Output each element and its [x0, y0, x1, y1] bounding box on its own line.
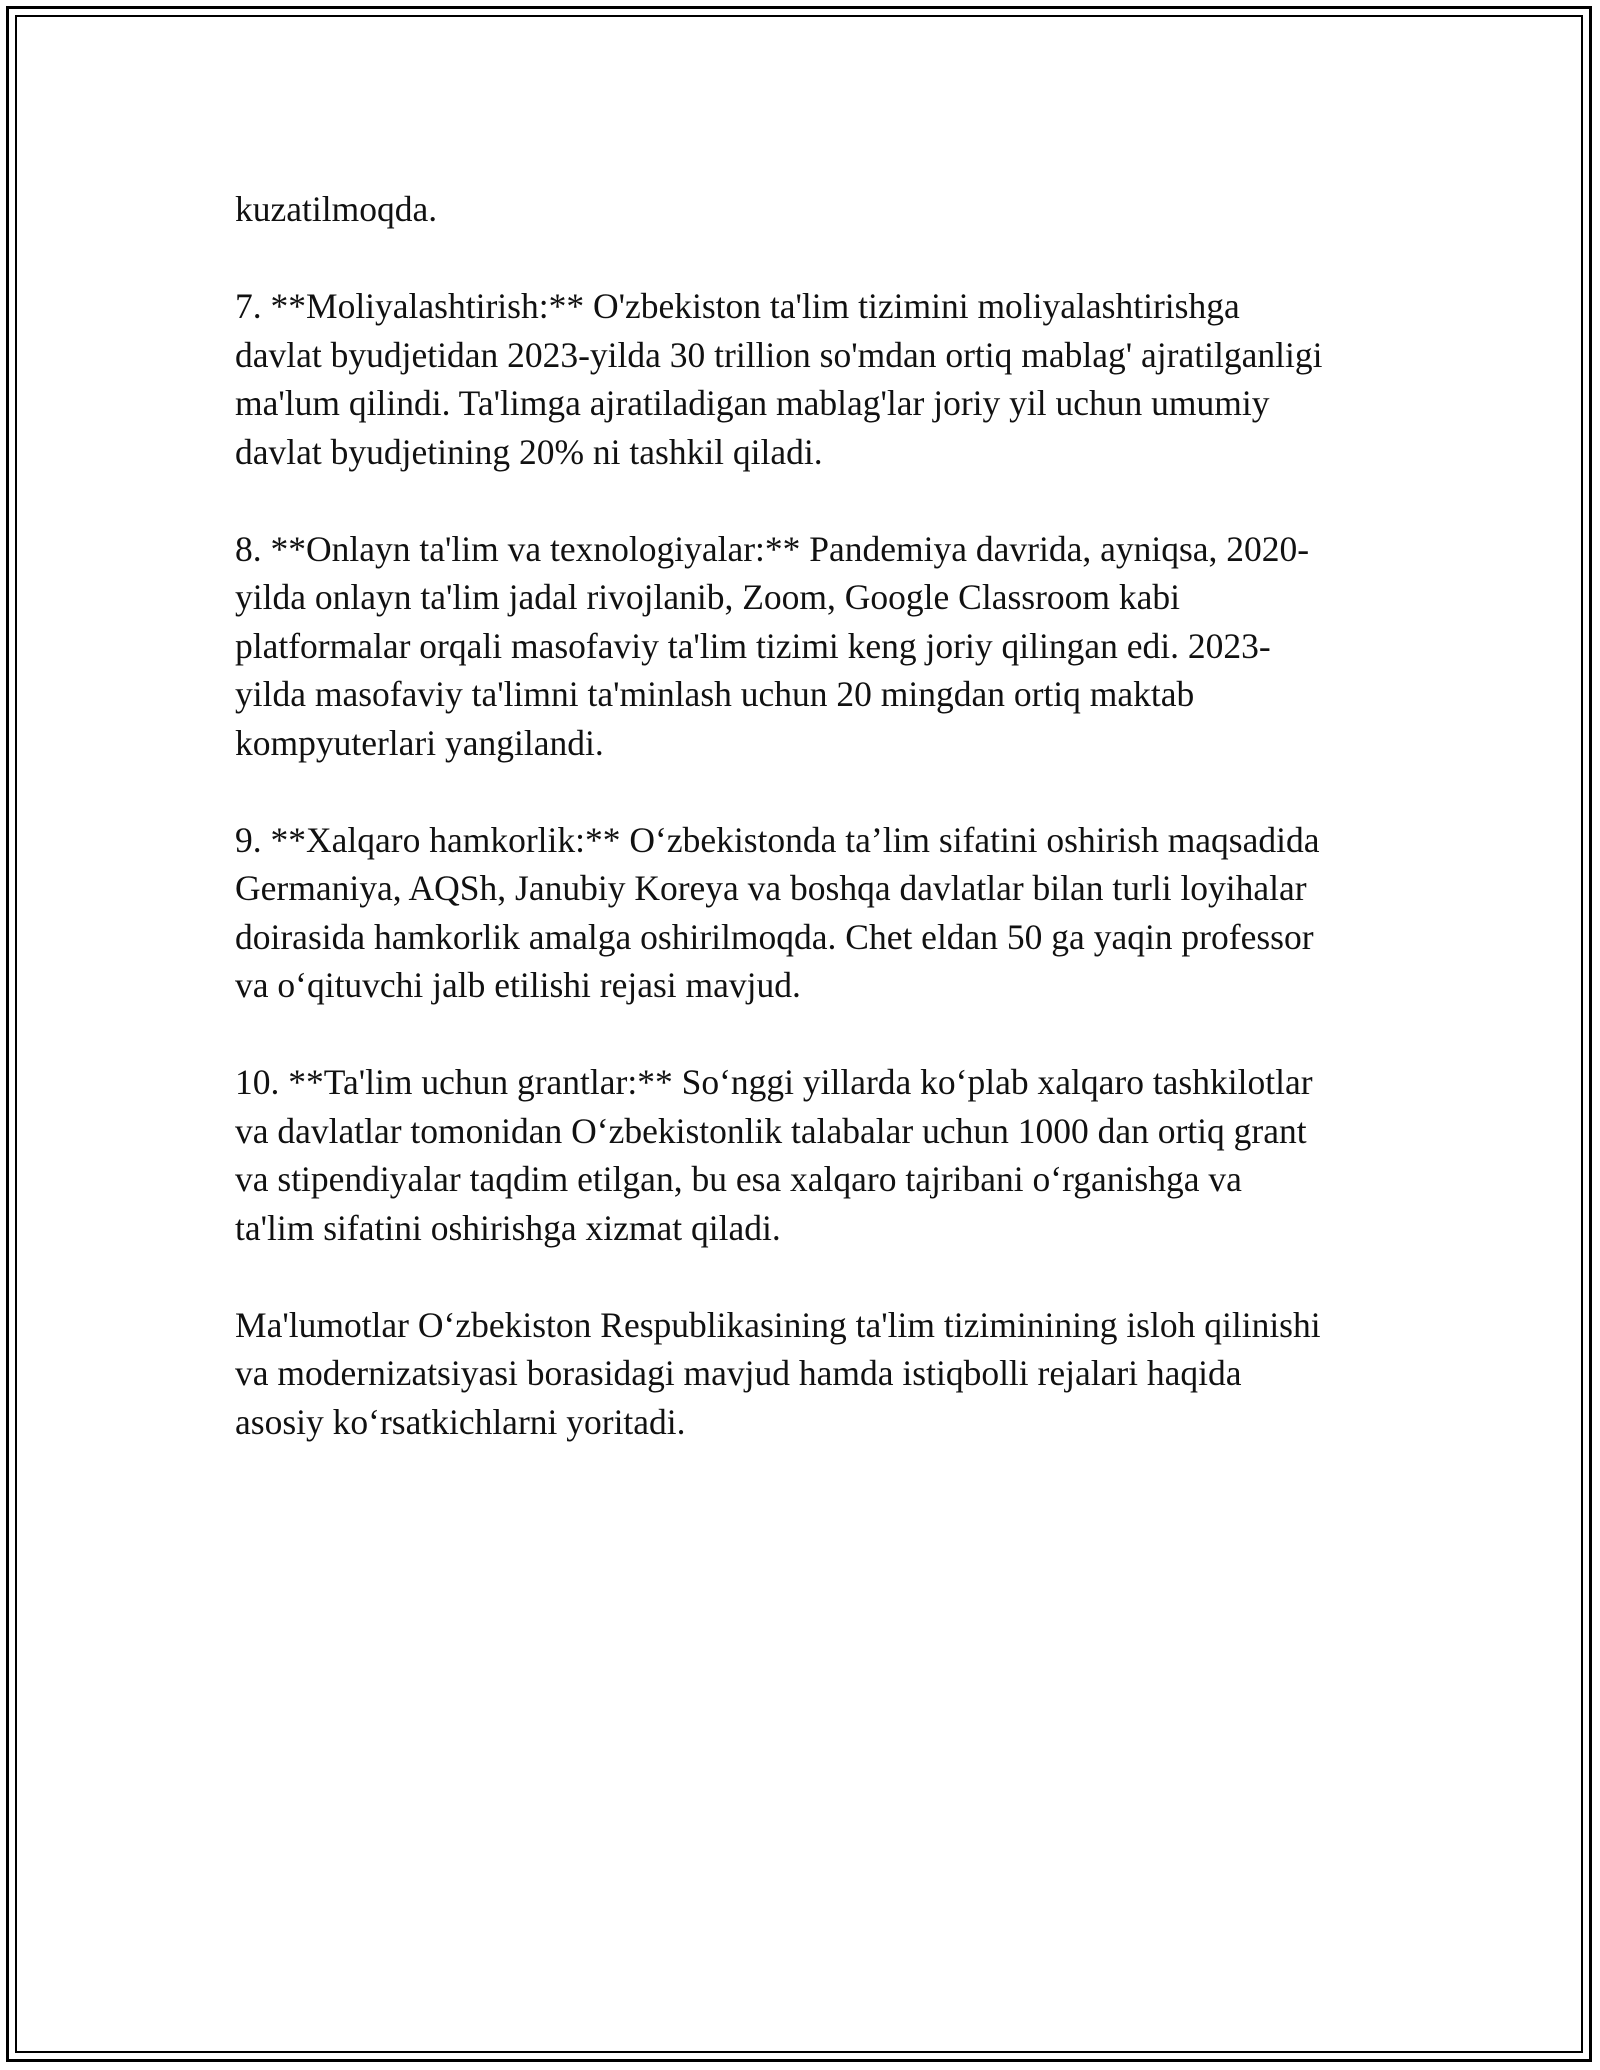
document-body	[235, 185, 1375, 1495]
paragraph-continuation: kuzatilmoqda.	[235, 189, 438, 229]
paragraph-education-grants: 10. **Ta'lim uchun grantlar:** So‘nggi yillarda ko‘plab xalqaro tashkilotlar va davlatlar tomonidan O‘zbekistonlik talabalar uchun 1000 dan ortiq grant va stipendiyalar taqdim etilgan, bu esa xalqaro tajribani o‘rganishga va ta'lim sifatini oshirishga xizmat qiladi.	[235, 1062, 1313, 1248]
paragraph-conclusion: Ma'lumotlar O‘zbekiston Respublikasining ta'lim tiziminining isloh qilinishi va modernizatsiyasi borasidagi mavjud hamda istiqbolli rejalari haqida asosiy ko‘rsatkichlarni yoritadi.	[235, 1304, 1321, 1442]
paragraph-international-cooperation: 9. **Xalqaro hamkorlik:** O‘zbekistonda ta’lim sifatini oshirish maqsadida Germaniya, AQSh, Janubiy Koreya va boshqa davlatlar bilan turli loyihalar doirasida hamkorlik amalga oshirilmoqda. Chet eldan 50 ga yaqin professor va o‘qituvchi jalb etilishi rejasi mavjud.	[235, 819, 1320, 1005]
paragraph-financing: 7. **Moliyalashtirish:** O'zbekiston ta'lim tizimini moliyalashtirishga davlat byudjetidan 2023-yilda 30 trillion so'mdan ortiq mablag' ajratilganligi ma'lum qilindi. Ta'limga ajratiladigan mablag'lar joriy yil uchun umumiy davlat byudjetining 20% ni tashkil qiladi.	[235, 286, 1323, 472]
paragraph-online-education: 8. **Onlayn ta'lim va texnologiyalar:** Pandemiya davrida, ayniqsa, 2020- yilda onlayn ta'lim jadal rivojlanib, Zoom, Google Classroom kabi platformalar orqali masofaviy ta'lim tizimi keng joriy qilingan edi. 2023- yilda masofaviy ta'limni ta'minlash uchun 20 mingdan ortiq maktab kompyuterlari yangilandi.	[235, 528, 1310, 763]
